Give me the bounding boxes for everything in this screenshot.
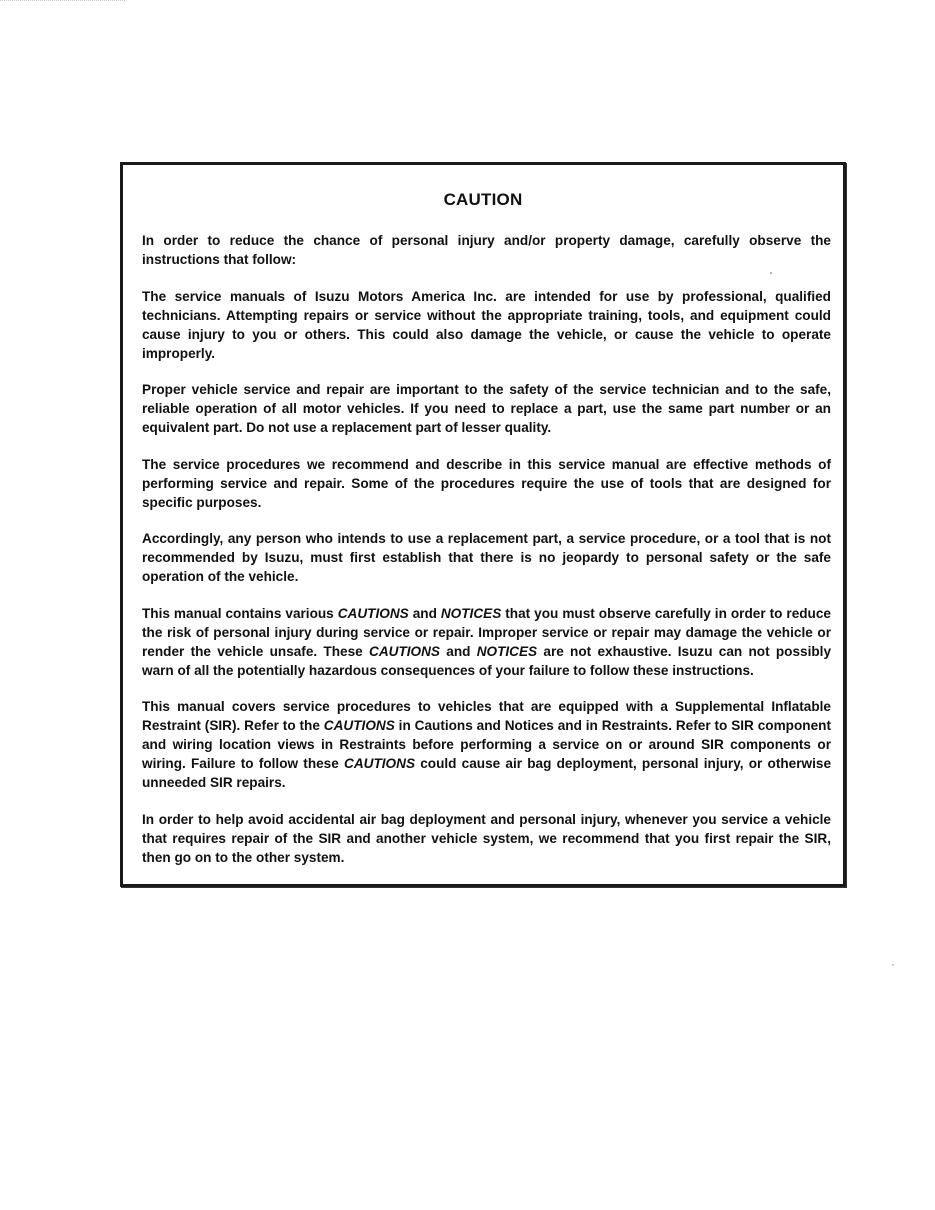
caution-paragraph [142,380,831,437]
caution-title: CAUTION [443,190,523,209]
paragraph-text: The service procedures we recommend and describe in this service manual are effective methods of performing service and repair. Some of the procedures require the use of tools that are designed for specific purposes. [142,456,831,510]
caution-paragraph [142,231,831,269]
caution-paragraph [142,697,831,792]
paragraph-text: This manual contains various [142,605,338,621]
emphasized-term: CAUTIONS [344,756,416,771]
caution-paragraph [142,529,831,586]
caution-paragraph [142,287,831,363]
emphasized-term: CAUTIONS [369,643,440,659]
emphasized-term: CAUTIONS [337,605,409,621]
scan-speck [770,272,772,274]
paragraph-text: In order to reduce the chance of personal injury and/or property damage, carefully observe the instructions that follow: [142,233,831,267]
emphasized-term: CAUTIONS [323,718,395,733]
scan-speck [892,964,894,966]
emphasized-term: NOTICES [476,643,538,659]
paragraph-text: that you must observe carefully in order to reduce the risk of personal injury during service or repair. Improper service or repair may damage the vehicle or render the vehicle unsafe. These [142,605,831,659]
paragraph-text: and [440,643,477,659]
paragraph-text: could cause air bag deployment, personal injury, or otherwise unneeded SIR repairs. [142,756,831,790]
scan-edge-mark [0,0,125,3]
emphasized-term: NOTICES [440,605,502,621]
paragraph-text: This manual covers service procedures to vehicles that are equipped with a Supplemental Inflatable Restraint (SIR). Refer to the [142,699,831,733]
caution-notice-box [120,162,846,887]
paragraph-text: Proper vehicle service and repair are important to the safety of the service technician and to the safe, reliable operation of all motor vehicles. If you need to replace a part, use the same part number or an equivalent part. Do not use a replacement part of lesser quality. [142,382,831,435]
paragraph-text: and [408,605,441,621]
caution-body [142,231,831,884]
caution-paragraph [142,604,831,680]
paragraph-text: Accordingly, any person who intends to use a replacement part, a service procedure, or a tool that is not recommended by Isuzu, must first establish that there is no jeopardy to personal safety or the safe operation of the vehicle. [142,531,831,584]
paragraph-text: are not exhaustive. Isuzu can not possibly warn of all the potentially hazardous consequences of your failure to follow these instructions. [142,643,831,678]
caution-paragraph [142,810,831,867]
paragraph-text: In order to help avoid accidental air bag deployment and personal injury, whenever you service a vehicle that requires repair of the SIR and another vehicle system, we recommend that you first repair the SIR, then go on to the other system. [142,811,831,865]
paragraph-text: in Cautions and Notices and in Restraints. Refer to SIR component and wiring location views in Restraints before performing a service on or around SIR components or wiring. Failure to follow these [142,718,831,771]
caution-paragraph [142,455,831,512]
paragraph-text: The service manuals of Isuzu Motors America Inc. are intended for use by professional, qualified technicians. Attempting repairs or service without the appropriate training, tools, and equipment could cause injury to you or others. This could also damage the vehicle, or cause the vehicle to operate improperly. [142,288,831,361]
